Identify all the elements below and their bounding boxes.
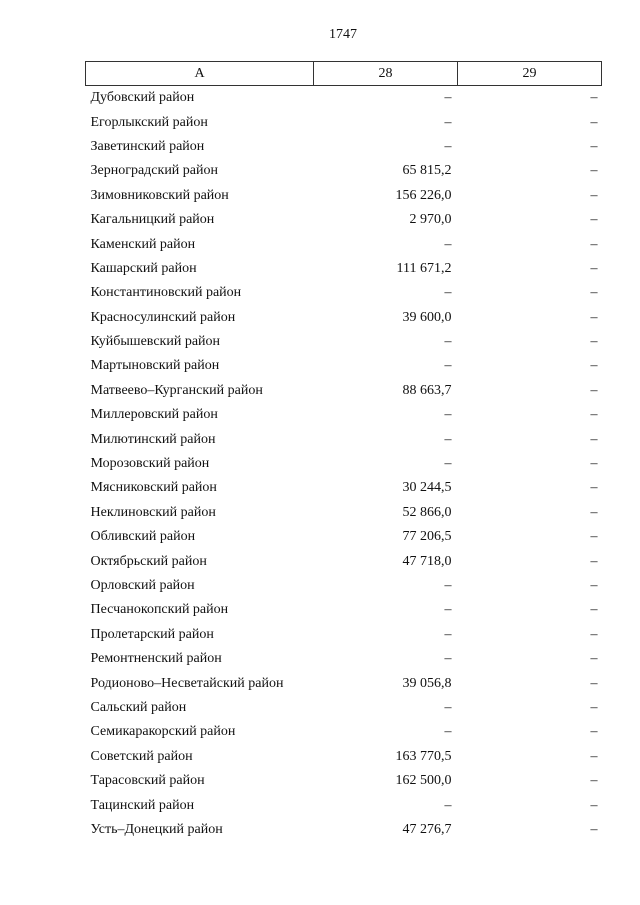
district-name-cell: Кагальницкий район — [90, 212, 215, 228]
value-28-cell: 39 600,0 — [402, 309, 452, 325]
table-row — [86, 671, 602, 695]
value-28-cell: 2 970,0 — [409, 212, 452, 228]
district-name-cell: Песчанокопский район — [90, 602, 229, 618]
column-header-29: 29 — [458, 62, 602, 86]
district-name-cell: Орловский район — [90, 578, 195, 593]
table-row — [86, 257, 602, 281]
table-row — [86, 525, 602, 549]
district-name-cell: Сальский район — [90, 699, 187, 715]
table-row — [86, 86, 602, 111]
table-row — [86, 184, 602, 208]
value-28-cell: 162 500,0 — [395, 773, 452, 789]
value-28-cell: 52 866,0 — [402, 504, 452, 520]
table-row — [86, 818, 602, 842]
value-28-cell: – — [444, 358, 452, 374]
value-29-cell: – — [590, 578, 598, 593]
data-table — [85, 61, 602, 842]
value-29-cell: – — [590, 480, 598, 496]
district-name-cell: Тарасовский район — [90, 773, 205, 789]
value-28-cell: – — [444, 651, 452, 667]
district-name-cell: Зимовниковский район — [90, 187, 229, 203]
value-28-cell: – — [444, 138, 452, 154]
table-row — [86, 354, 602, 378]
value-29-cell: – — [590, 358, 598, 374]
district-name-cell: Семикаракорский район — [90, 724, 236, 740]
value-28-cell: 47 718,0 — [402, 553, 452, 569]
value-28-cell: – — [444, 236, 452, 252]
value-29-cell: – — [590, 529, 598, 545]
table-row — [86, 476, 602, 500]
table-row — [86, 720, 602, 744]
district-name-cell: Пролетарский район — [90, 626, 214, 642]
table-row — [86, 745, 602, 769]
value-29-cell: – — [590, 407, 598, 423]
table-row — [86, 330, 602, 354]
value-28-cell: 111 671,2 — [396, 260, 452, 276]
table-header — [86, 62, 602, 86]
district-name-cell: Красносулинский район — [90, 309, 236, 325]
district-name-cell: Дубовский район — [90, 90, 195, 106]
value-29-cell: – — [590, 651, 598, 667]
value-28-cell: – — [444, 407, 452, 423]
table-row — [86, 647, 602, 671]
value-29-cell: – — [590, 260, 598, 276]
value-28-cell: 163 770,5 — [395, 748, 452, 764]
district-name-cell: Ремонтненский район — [90, 651, 222, 667]
district-name-cell: Куйбышевский район — [90, 334, 221, 350]
table-row — [86, 403, 602, 427]
table-row — [86, 501, 602, 525]
district-name-cell: Заветинский район — [90, 138, 205, 154]
column-header-a: А — [86, 62, 314, 86]
value-28-cell: – — [444, 797, 452, 813]
district-name-cell: Усть–Донецкий район — [90, 821, 223, 837]
value-28-cell: – — [444, 431, 452, 447]
table-row — [86, 159, 602, 183]
value-28-cell: 39 056,8 — [402, 675, 452, 691]
value-29-cell: – — [590, 456, 598, 472]
district-name-cell: Мясниковский район — [90, 480, 217, 496]
value-28-cell: 88 663,7 — [402, 382, 452, 398]
page-number: 1747 — [329, 27, 357, 42]
header-row — [86, 62, 602, 86]
value-29-cell: – — [590, 236, 598, 252]
district-name-cell: Константиновский район — [90, 285, 242, 301]
value-29-cell: – — [590, 748, 598, 764]
district-name-cell: Морозовский район — [90, 456, 210, 472]
table-row — [86, 135, 602, 159]
district-name-cell: Миллеровский район — [90, 407, 218, 423]
value-28-cell: 47 276,7 — [402, 821, 452, 837]
value-29-cell: – — [590, 773, 598, 789]
district-name-cell: Советский район — [90, 748, 193, 764]
value-28-cell: – — [444, 724, 452, 740]
table-row — [86, 452, 602, 476]
table-row — [86, 281, 602, 305]
table-row — [86, 793, 602, 817]
district-name-cell: Родионово–Несветайский район — [90, 675, 284, 691]
value-29-cell: – — [590, 431, 598, 447]
value-28-cell: 156 226,0 — [395, 187, 452, 203]
table-row — [86, 208, 602, 232]
district-name-cell: Тацинский район — [90, 797, 195, 813]
value-29-cell: – — [590, 626, 598, 642]
value-29-cell: – — [590, 285, 598, 301]
district-name-cell: Зерноградский район — [90, 163, 218, 179]
value-28-cell: – — [444, 114, 452, 130]
value-28-cell: – — [444, 699, 452, 715]
value-28-cell: – — [444, 626, 452, 642]
value-29-cell: – — [590, 699, 598, 715]
district-name-cell: Неклиновский район — [90, 504, 216, 520]
value-29-cell: – — [590, 504, 598, 520]
value-28-cell: – — [444, 334, 452, 350]
value-29-cell: – — [590, 553, 598, 569]
table-row — [86, 379, 602, 403]
value-28-cell: – — [444, 285, 452, 301]
table-row — [86, 110, 602, 134]
table-body — [86, 86, 602, 843]
value-28-cell: 30 244,5 — [402, 480, 452, 496]
value-29-cell: – — [590, 602, 598, 618]
table-row — [86, 306, 602, 330]
district-name-cell: Милютинский район — [90, 431, 216, 447]
district-name-cell: Октябрьский район — [90, 553, 207, 569]
value-28-cell: 65 815,2 — [402, 163, 452, 179]
district-name-cell: Обливский район — [90, 529, 196, 545]
table-row — [86, 769, 602, 793]
value-29-cell: – — [590, 187, 598, 203]
district-name-cell: Матвеево–Курганский район — [90, 382, 263, 398]
value-28-cell: 77 206,5 — [402, 529, 452, 545]
value-28-cell: – — [444, 90, 452, 106]
value-29-cell: – — [590, 724, 598, 740]
table-row — [86, 232, 602, 256]
table-row — [86, 574, 602, 598]
table-row — [86, 696, 602, 720]
value-29-cell: – — [590, 334, 598, 350]
value-29-cell: – — [590, 821, 598, 837]
table-row — [86, 549, 602, 573]
district-name-cell: Кашарский район — [90, 260, 197, 276]
value-29-cell: – — [590, 675, 598, 691]
value-29-cell: – — [590, 797, 598, 813]
value-29-cell: – — [590, 212, 598, 228]
table-row — [86, 623, 602, 647]
value-29-cell: – — [590, 114, 598, 130]
value-29-cell: – — [590, 90, 598, 106]
table-row — [86, 598, 602, 622]
value-28-cell: – — [444, 578, 452, 593]
district-name-cell: Каменский район — [90, 236, 196, 252]
table-row — [86, 427, 602, 451]
district-name-cell: Мартыновский район — [90, 358, 220, 374]
value-28-cell: – — [444, 456, 452, 472]
value-29-cell: – — [590, 382, 598, 398]
value-29-cell: – — [590, 163, 598, 179]
value-29-cell: – — [590, 138, 598, 154]
value-28-cell: – — [444, 602, 452, 618]
district-name-cell: Егорлыкский район — [90, 114, 208, 130]
column-header-28: 28 — [314, 62, 458, 86]
value-29-cell: – — [590, 309, 598, 325]
